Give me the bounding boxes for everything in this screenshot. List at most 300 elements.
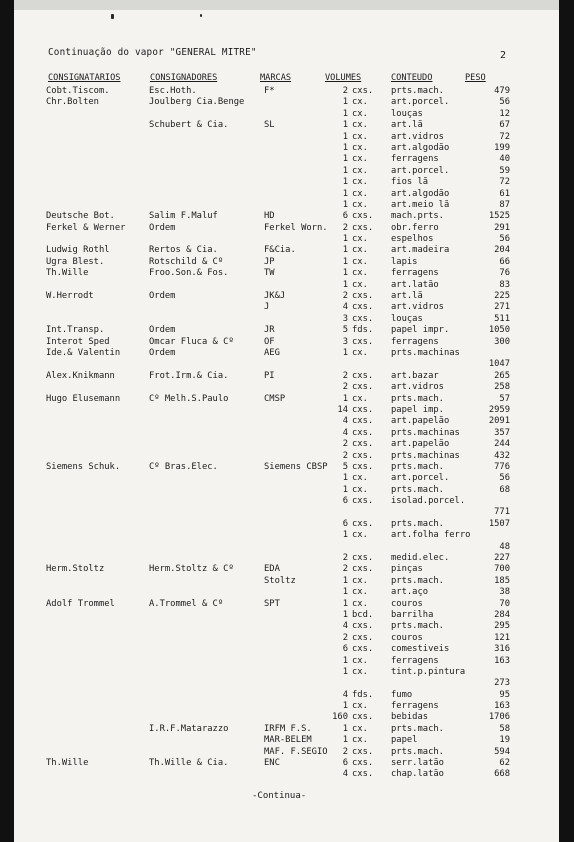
row-unit: cx. <box>352 142 368 153</box>
row-contents: pinças <box>391 564 423 575</box>
row-weight: 56 <box>499 234 510 245</box>
row-mark: ENC <box>264 758 280 769</box>
row-unit: cx. <box>352 587 368 598</box>
row-weight: 48 <box>499 541 510 552</box>
row-unit: cxs. <box>352 404 374 415</box>
row-weight: 300 <box>494 336 510 347</box>
row-quantity: 1 <box>342 666 348 677</box>
row-unit: cxs. <box>352 211 374 222</box>
row-contents: lapis <box>391 256 418 267</box>
table-row <box>14 530 559 541</box>
row-consignee: Th.Wille <box>46 268 89 279</box>
column-header-marcas: MARCAS <box>260 73 292 83</box>
row-unit: cxs. <box>352 496 374 507</box>
scan-speck <box>111 14 114 19</box>
row-consignee: Ugra Blest. <box>46 256 105 267</box>
row-unit: cxs. <box>352 86 374 96</box>
page-title: Continuação do vapor "GENERAL MITRE" <box>48 47 257 58</box>
table-row <box>14 302 559 313</box>
row-mark: TW <box>264 268 275 279</box>
row-weight: 70 <box>499 598 510 609</box>
table-row <box>14 496 559 507</box>
row-quantity: 5 <box>342 325 348 336</box>
row-weight: 56 <box>499 473 510 484</box>
row-weight: 204 <box>494 245 510 256</box>
row-consignor: Omcar Fluca & Cº <box>149 336 234 347</box>
row-weight: 59 <box>499 165 510 176</box>
row-quantity: 2 <box>342 632 348 643</box>
row-weight: 95 <box>499 689 510 700</box>
row-quantity: 1 <box>342 142 348 153</box>
row-contents: art.aço <box>391 587 429 598</box>
row-contents: art.algodão <box>391 188 450 199</box>
row-unit: cxs. <box>352 746 374 757</box>
table-row <box>14 382 559 393</box>
row-mark: CMSP <box>264 393 286 404</box>
row-weight: 199 <box>494 142 510 153</box>
row-weight: 700 <box>494 564 510 575</box>
row-weight: 66 <box>499 256 510 267</box>
row-consignor: Ordem <box>149 325 176 336</box>
row-mark: Siemens CBSP <box>264 461 328 472</box>
table-row <box>14 507 559 518</box>
row-quantity: 1 <box>342 347 348 358</box>
row-consignee: Alex.Knikmann <box>46 370 115 381</box>
row-quantity: 1 <box>342 530 348 541</box>
row-consignor: Frot.Irm.& Cia. <box>149 370 229 381</box>
row-unit: cxs. <box>352 222 374 233</box>
row-unit: cxs. <box>352 632 374 643</box>
table-row <box>14 451 559 462</box>
row-contents: mach.prts. <box>391 211 444 222</box>
table-row <box>14 428 559 439</box>
row-weight: 68 <box>499 484 510 495</box>
row-mark: JK&J <box>264 291 286 302</box>
row-unit: cx. <box>352 598 368 609</box>
row-mark: F* <box>264 86 275 96</box>
row-mark: JP <box>264 256 275 267</box>
table-row <box>14 234 559 245</box>
table-row <box>14 371 559 382</box>
table-row <box>14 712 559 723</box>
row-contents: prts.mach. <box>391 746 444 757</box>
row-quantity: 1 <box>342 97 348 108</box>
row-consignee: Herm.Stoltz <box>46 564 105 575</box>
row-quantity: 1 <box>342 655 348 666</box>
row-weight: 40 <box>499 154 510 165</box>
row-contents: art.papelão <box>391 416 450 427</box>
row-unit: cx. <box>352 256 368 267</box>
row-contents: prts.mach. <box>391 575 444 586</box>
row-weight: 258 <box>494 382 510 393</box>
row-consignee: Cobt.Tiscom. <box>46 86 110 96</box>
row-weight: 38 <box>499 587 510 598</box>
row-contents: art.lã <box>391 291 423 302</box>
row-weight: 1525 <box>488 211 510 222</box>
row-unit: cxs. <box>352 336 374 347</box>
row-consignor: I.R.F.Matarazzo <box>149 723 229 734</box>
table-row <box>14 542 559 553</box>
row-consignee: Th.Wille <box>46 758 89 769</box>
scan-border-left <box>0 0 14 842</box>
row-contents: couros <box>391 598 423 609</box>
row-consignor: Froo.Son.& Fos. <box>149 268 229 279</box>
table-row <box>14 644 559 655</box>
row-contents: art.meio lã <box>391 199 450 210</box>
row-unit: cx. <box>352 165 368 176</box>
row-consignor: Herm.Stoltz & Cº <box>149 564 234 575</box>
row-quantity: 2 <box>342 370 348 381</box>
table-row <box>14 405 559 416</box>
row-quantity: 1 <box>342 154 348 165</box>
row-weight: 56 <box>499 97 510 108</box>
row-contents: art.porcel. <box>391 97 450 108</box>
row-consignee: Ferkel & Werner <box>46 222 126 233</box>
row-quantity: 6 <box>342 496 348 507</box>
row-consignee: Int.Transp. <box>46 325 105 336</box>
row-quantity: 1 <box>342 177 348 188</box>
row-contents: prts.machinas <box>391 450 460 461</box>
table-row <box>14 200 559 211</box>
row-quantity: 4 <box>342 302 348 313</box>
row-contents: ferragens <box>391 655 439 666</box>
row-contents: couros <box>391 632 423 643</box>
row-mark: HD <box>264 211 275 222</box>
row-unit: bcd. <box>352 609 374 620</box>
row-quantity: 2 <box>342 439 348 450</box>
table-row <box>14 109 559 120</box>
row-contents: fumo <box>391 689 413 700</box>
row-weight: 1047 <box>488 359 510 370</box>
row-quantity: 6 <box>342 518 348 529</box>
row-unit: cx. <box>352 347 368 358</box>
row-quantity: 5 <box>342 461 348 472</box>
row-quantity: 160 <box>332 712 348 723</box>
row-unit: cx. <box>352 234 368 245</box>
row-contents: art.algodão <box>391 142 450 153</box>
row-quantity: 4 <box>342 689 348 700</box>
row-consignee: Ludwig Rothl <box>46 245 110 256</box>
row-unit: cxs. <box>352 769 374 780</box>
column-header-peso: PESO <box>465 73 486 83</box>
row-weight: 511 <box>494 313 510 324</box>
table-row <box>14 553 559 564</box>
row-unit: cx. <box>352 701 368 712</box>
row-consignee: Chr.Bolten <box>46 97 99 108</box>
row-weight: 1050 <box>488 325 510 336</box>
row-mark: J <box>264 302 270 313</box>
table-row <box>14 599 559 610</box>
row-mark: MAR-BELEM <box>264 735 312 746</box>
table-row <box>14 621 559 632</box>
row-contents: barrilha <box>391 609 434 620</box>
row-quantity: 1 <box>342 393 348 404</box>
row-consignee: Siemens Schuk. <box>46 461 121 472</box>
row-contents: art.vidros <box>391 131 444 142</box>
row-contents: art.vidros <box>391 382 444 393</box>
row-consignee: Deutsche Bot. <box>46 211 115 222</box>
row-weight: 76 <box>499 268 510 279</box>
row-unit: cxs. <box>352 644 374 655</box>
row-unit: cx. <box>352 177 368 188</box>
table-row <box>14 291 559 302</box>
row-unit: cx. <box>352 575 368 586</box>
table-row <box>14 166 559 177</box>
row-unit: cx. <box>352 199 368 210</box>
row-quantity: 2 <box>342 382 348 393</box>
row-quantity: 2 <box>342 450 348 461</box>
table-row <box>14 337 559 348</box>
row-weight: 432 <box>494 450 510 461</box>
table-row <box>14 656 559 667</box>
row-contents: art.bazar <box>391 370 439 381</box>
row-contents: prts.mach. <box>391 518 444 529</box>
column-header-consignatarios: CONSIGNATARIOS <box>48 73 121 83</box>
row-contents: louças <box>391 108 423 119</box>
scan-top-edge <box>14 0 559 10</box>
row-quantity: 2 <box>342 746 348 757</box>
row-contents: art.lã <box>391 120 423 131</box>
row-contents: prts.mach. <box>391 461 444 472</box>
row-quantity: 1 <box>342 484 348 495</box>
row-weight: 594 <box>494 746 510 757</box>
table-row <box>14 610 559 621</box>
row-weight: 271 <box>494 302 510 313</box>
table-row <box>14 485 559 496</box>
table-row <box>14 735 559 746</box>
table-row <box>14 564 559 575</box>
row-quantity: 2 <box>342 222 348 233</box>
row-weight: 244 <box>494 439 510 450</box>
row-quantity: 4 <box>342 427 348 438</box>
row-quantity: 1 <box>342 587 348 598</box>
row-consignor: Schubert & Cia. <box>149 120 229 131</box>
row-contents: comestiveis <box>391 644 450 655</box>
row-weight: 776 <box>494 461 510 472</box>
row-unit: cx. <box>352 188 368 199</box>
row-unit: cxs. <box>352 302 374 313</box>
row-contents: art.folha ferro <box>391 530 471 541</box>
table-row <box>14 587 559 598</box>
row-weight: 295 <box>494 621 510 632</box>
row-consignor: Cº Melh.S.Paulo <box>149 393 229 404</box>
row-consignee: Ide.& Valentin <box>46 347 121 358</box>
manifest-table <box>14 86 559 781</box>
table-row <box>14 211 559 222</box>
row-mark: IRFM F.S. <box>264 723 312 734</box>
table-row <box>14 439 559 450</box>
row-consignor: Salim F.Maluf <box>149 211 218 222</box>
row-quantity: 1 <box>342 701 348 712</box>
row-contents: art.papelão <box>391 439 450 450</box>
row-weight: 83 <box>499 279 510 290</box>
row-weight: 61 <box>499 188 510 199</box>
row-weight: 316 <box>494 644 510 655</box>
row-unit: fds. <box>352 689 374 700</box>
row-consignee: Interot Sped <box>46 336 110 347</box>
row-unit: cxs. <box>352 450 374 461</box>
row-contents: papel <box>391 735 418 746</box>
row-weight: 227 <box>494 553 510 564</box>
table-row <box>14 416 559 427</box>
row-unit: cxs. <box>352 758 374 769</box>
row-quantity: 4 <box>342 416 348 427</box>
row-weight: 284 <box>494 609 510 620</box>
row-weight: 771 <box>494 507 510 518</box>
row-unit: cx. <box>352 268 368 279</box>
row-consignor: Cº Bras.Elec. <box>149 461 218 472</box>
row-weight: 62 <box>499 758 510 769</box>
row-unit: cx. <box>352 393 368 404</box>
table-row <box>14 758 559 769</box>
page-number: 2 <box>500 50 507 61</box>
row-mark: SL <box>264 120 275 131</box>
row-contents: art.porcel. <box>391 165 450 176</box>
table-row <box>14 97 559 108</box>
row-quantity: 1 <box>342 473 348 484</box>
row-quantity: 1 <box>342 279 348 290</box>
row-consignor: Ordem <box>149 347 176 358</box>
table-row <box>14 325 559 336</box>
table-row <box>14 747 559 758</box>
row-mark: JR <box>264 325 275 336</box>
row-consignor: A.Trommel & Cº <box>149 598 224 609</box>
table-row <box>14 189 559 200</box>
row-consignor: Esc.Hoth. <box>149 86 197 96</box>
row-contents: art.vidros <box>391 302 444 313</box>
row-quantity: 1 <box>342 120 348 131</box>
row-contents: fios lã <box>391 177 429 188</box>
table-row <box>14 769 559 780</box>
row-contents: isolad.porcel. <box>391 496 466 507</box>
row-contents: prts.mach. <box>391 484 444 495</box>
scan-speck <box>200 14 202 17</box>
row-unit: cxs. <box>352 291 374 302</box>
row-quantity: 3 <box>342 336 348 347</box>
table-row <box>14 280 559 291</box>
table-row <box>14 678 559 689</box>
table-row <box>14 576 559 587</box>
row-unit: cxs. <box>352 439 374 450</box>
row-weight: 2959 <box>488 404 510 415</box>
row-quantity: 2 <box>342 291 348 302</box>
row-unit: cxs. <box>352 461 374 472</box>
row-weight: 19 <box>499 735 510 746</box>
row-weight: 87 <box>499 199 510 210</box>
row-unit: cx. <box>352 666 368 677</box>
row-contents: prts.machinas <box>391 347 460 358</box>
row-unit: cx. <box>352 484 368 495</box>
row-weight: 121 <box>494 632 510 643</box>
row-contents: medid.elec. <box>391 553 450 564</box>
table-row <box>14 519 559 530</box>
table-row <box>14 473 559 484</box>
row-quantity: 1 <box>342 723 348 734</box>
row-contents: bebidas <box>391 712 429 723</box>
row-quantity: 1 <box>342 199 348 210</box>
row-quantity: 3 <box>342 313 348 324</box>
row-unit: cx. <box>352 154 368 165</box>
row-quantity: 1 <box>342 609 348 620</box>
column-header-consignadores: CONSIGNADORES <box>150 73 218 83</box>
row-weight: 58 <box>499 723 510 734</box>
row-weight: 12 <box>499 108 510 119</box>
row-contents: ferragens <box>391 268 439 279</box>
document-page <box>14 0 559 842</box>
row-quantity: 1 <box>342 245 348 256</box>
row-mark: Stoltz <box>264 575 296 586</box>
row-consignee: Hugo Elusemann <box>46 393 121 404</box>
table-row <box>14 245 559 256</box>
table-row <box>14 177 559 188</box>
row-contents: ferragens <box>391 154 439 165</box>
table-row <box>14 724 559 735</box>
row-weight: 185 <box>494 575 510 586</box>
row-unit: cx. <box>352 131 368 142</box>
row-quantity: 1 <box>342 256 348 267</box>
row-weight: 265 <box>494 370 510 381</box>
row-quantity: 1 <box>342 735 348 746</box>
row-mark: MAF. F.SEGIO <box>264 746 328 757</box>
row-contents: art.madeira <box>391 245 450 256</box>
row-contents: serr.latão <box>391 758 444 769</box>
row-weight: 72 <box>499 177 510 188</box>
table-row <box>14 690 559 701</box>
row-weight: 273 <box>494 678 510 689</box>
row-contents: obr.ferro <box>391 222 439 233</box>
row-quantity: 1 <box>342 131 348 142</box>
row-mark: Ferkel Worn. <box>264 222 328 233</box>
table-row <box>14 257 559 268</box>
table-row <box>14 120 559 131</box>
column-header-conteudo: CONTEUDO <box>391 73 433 83</box>
row-unit: cx. <box>352 655 368 666</box>
row-unit: cx. <box>352 723 368 734</box>
continua-note: -Continua- <box>252 791 307 801</box>
row-unit: fds. <box>352 325 374 336</box>
row-unit: cxs. <box>352 416 374 427</box>
row-unit: cxs. <box>352 370 374 381</box>
row-quantity: 6 <box>342 211 348 222</box>
row-contents: papel imp. <box>391 404 444 415</box>
row-quantity: 1 <box>342 188 348 199</box>
table-row <box>14 314 559 325</box>
row-weight: 67 <box>499 120 510 131</box>
row-consignor: Joulberg Cia.Benge <box>149 97 245 108</box>
row-unit: cxs. <box>352 621 374 632</box>
row-weight: 57 <box>499 393 510 404</box>
row-quantity: 14 <box>337 404 348 415</box>
row-unit: cx. <box>352 530 368 541</box>
row-weight: 72 <box>499 131 510 142</box>
row-quantity: 1 <box>342 268 348 279</box>
row-quantity: 6 <box>342 758 348 769</box>
row-weight: 2091 <box>488 416 510 427</box>
row-contents: ferragens <box>391 336 439 347</box>
row-unit: cxs. <box>352 313 374 324</box>
row-unit: cxs. <box>352 564 374 575</box>
row-consignor: Ordem <box>149 222 176 233</box>
table-row <box>14 359 559 370</box>
row-mark: SPT <box>264 598 280 609</box>
column-header-volumes: VOLUMES <box>325 73 362 83</box>
row-mark: PI <box>264 370 275 381</box>
row-unit: cx. <box>352 97 368 108</box>
row-unit: cx. <box>352 473 368 484</box>
row-unit: cx. <box>352 735 368 746</box>
row-quantity: 1 <box>342 575 348 586</box>
table-row <box>14 143 559 154</box>
